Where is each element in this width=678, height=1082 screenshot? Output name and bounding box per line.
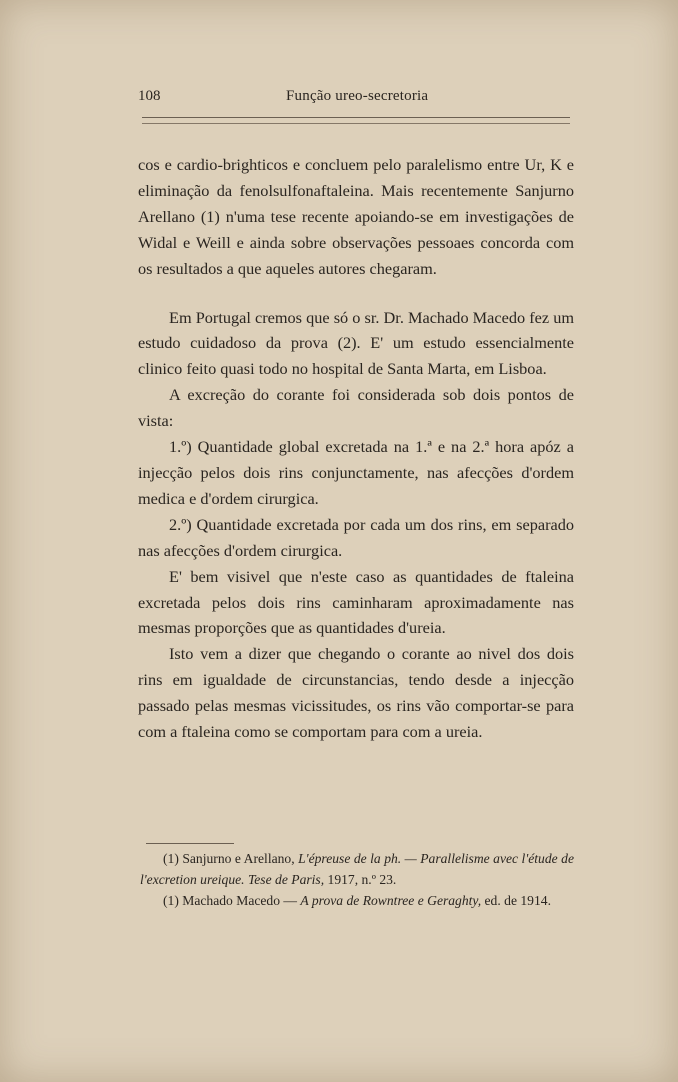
footnote-1 <box>140 849 574 891</box>
paragraph-6: E' bem visivel que n'este caso as quantidades de ftaleina excretada pelos dois rins caminharam aproximadamente nas mesmas proporções que as quantidades d'ureia. <box>138 566 574 638</box>
footnote-2-title: A prova de Rowntree e Geraghty, <box>300 892 482 908</box>
header-rule-thin <box>142 123 570 124</box>
page-number: 108 <box>138 88 161 104</box>
footnote-2-suffix: ed. de 1914. <box>481 892 551 908</box>
header-rule <box>142 117 570 118</box>
paragraph-7: Isto vem a dizer que chegando o corante ao nivel dos dois rins em igualdade de circunstancias, tendo desde a injecção passado pelas mesmas vicissitudes, os rins vão comportar-se para com a ftaleina como se comportam para com a ureia. <box>138 644 574 742</box>
footnote-1-suffix: 1917, n.º 23. <box>324 871 397 887</box>
paragraph-gap <box>138 282 574 305</box>
footnote-2 <box>140 891 574 912</box>
body-text <box>138 152 574 745</box>
running-title: Função ureo-secretoria <box>286 88 429 104</box>
paragraph-3: A excreção do corante foi considerada sob dois pontos de vista: <box>138 385 574 431</box>
footnote-2-prefix: (1) Machado Macedo — <box>163 892 301 908</box>
paragraph-2: Em Portugal cremos que só o sr. Dr. Machado Macedo fez um estudo cuidadoso da prova (2). E' um estudo essencialmente clinico feito quasi todo no hospital de Santa Marta, em Lisboa. <box>138 307 574 379</box>
footnote-rule <box>146 843 234 844</box>
footnote-1-prefix: (1) Sanjurno e Arellano, <box>163 851 299 866</box>
paragraph-5: 2.º) Quantidade excretada por cada um dos rins, em separado nas afecções d'ordem cirurgica. <box>138 514 574 560</box>
footnote-1-title: L'épreuse de la ph. — Parallelisme avec l'étude de l'excretion ureique. Tese de Paris, <box>140 851 574 887</box>
page-header <box>138 88 570 112</box>
footnotes <box>140 849 574 911</box>
paragraph-4: 1.º) Quantidade global excretada na 1.ª e na 2.ª hora apóz a injecção pelos dois rins conjunctamente, nas afecções d'ordem medica e d'ordem cirurgica. <box>138 437 574 508</box>
paragraph-1: cos e cardio-brighticos e concluem pelo paralelismo entre Ur, K e eliminação da fenolsulfonaftaleina. Mais recentemente Sanjurno Arellano (1) n'uma tese recente apoiando-se em investigações de Widal e Weill e ainda sobre observações pessoaes concorda com os resultados a que aqueles autores chegaram. <box>138 155 574 278</box>
